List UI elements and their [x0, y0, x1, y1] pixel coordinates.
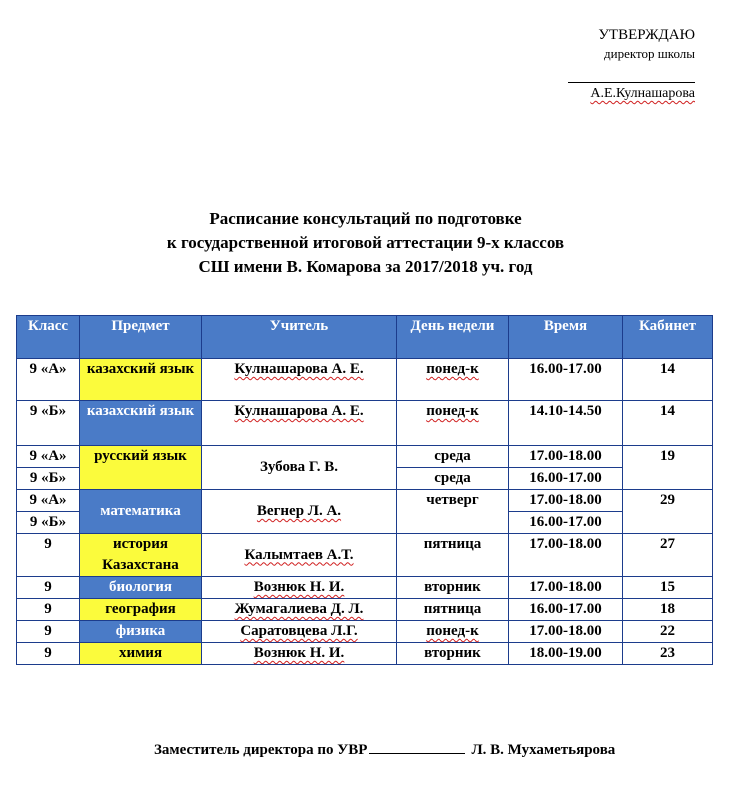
cell-teacher: Кулнашарова А. Е. [202, 359, 397, 401]
cell-room: 19 [623, 446, 713, 490]
cell-room: 27 [623, 534, 713, 577]
footer-signature-line [369, 753, 465, 754]
cell-time: 18.00-19.00 [509, 643, 623, 665]
table-row [17, 401, 713, 446]
schedule-table [16, 315, 713, 665]
footer-signature [154, 742, 615, 759]
cell-room: 29 [623, 490, 713, 534]
cell-day: вторник [397, 643, 509, 665]
cell-time: 14.10-14.50 [509, 401, 623, 446]
cell-class: 9 [17, 643, 80, 665]
title-line-1: Расписание консультаций по подготовке [209, 209, 522, 228]
document-title [0, 207, 731, 279]
cell-subject: биология [80, 577, 202, 599]
cell-day: вторник [397, 577, 509, 599]
cell-class: 9 «А» [17, 446, 80, 468]
table-row [17, 621, 713, 643]
table-row [17, 359, 713, 401]
cell-room: 18 [623, 599, 713, 621]
table-row [17, 446, 713, 468]
table-row [17, 490, 713, 512]
cell-time: 17.00-18.00 [509, 621, 623, 643]
cell-room: 14 [623, 359, 713, 401]
cell-teacher: Зубова Г. В. [202, 446, 397, 490]
table-row [17, 577, 713, 599]
approval-name: А.Е.Кулнашарова [590, 86, 695, 101]
cell-subject: физика [80, 621, 202, 643]
cell-room: 23 [623, 643, 713, 665]
cell-teacher: Калымтаев А.Т. [202, 534, 397, 577]
cell-class: 9 [17, 599, 80, 621]
cell-subject: химия [80, 643, 202, 665]
header-day: День недели [397, 316, 509, 359]
header-room: Кабинет [623, 316, 713, 359]
cell-day: понед-к [397, 401, 509, 446]
cell-subject: русский язык [80, 446, 202, 490]
cell-class: 9 [17, 577, 80, 599]
footer-name: Л. В. Мухаметьярова [471, 742, 616, 758]
table-header-row [17, 316, 713, 359]
cell-time: 16.00-17.00 [509, 599, 623, 621]
cell-subject: математика [80, 490, 202, 534]
cell-class: 9 «Б» [17, 512, 80, 534]
cell-day: понед-к [397, 621, 509, 643]
approval-block [568, 26, 695, 103]
cell-time: 17.00-18.00 [509, 446, 623, 468]
header-teacher: Учитель [202, 316, 397, 359]
table-row [17, 599, 713, 621]
header-time: Время [509, 316, 623, 359]
cell-room: 22 [623, 621, 713, 643]
cell-subject: история Казахстана [80, 534, 202, 577]
cell-day: пятница [397, 534, 509, 577]
cell-subject: казахский язык [80, 401, 202, 446]
header-class: Класс [17, 316, 80, 359]
footer-label: Заместитель директора по УВР [154, 742, 368, 758]
cell-teacher: Кулнашарова А. Е. [202, 401, 397, 446]
table-row [17, 534, 713, 577]
cell-teacher: Вознюк Н. И. [202, 643, 397, 665]
cell-teacher: Саратовцева Л.Г. [202, 621, 397, 643]
cell-class: 9 «А» [17, 490, 80, 512]
cell-class: 9 «Б» [17, 401, 80, 446]
cell-room: 15 [623, 577, 713, 599]
cell-time: 16.00-17.00 [509, 359, 623, 401]
title-line-2: к государственной итоговой аттестации 9-х классов [166, 233, 565, 252]
title-line-3: СШ имени В. Комарова за 2017/2018 уч. год [198, 257, 533, 276]
cell-day: понед-к [397, 359, 509, 401]
cell-time: 17.00-18.00 [509, 577, 623, 599]
cell-subject: география [80, 599, 202, 621]
cell-time: 16.00-17.00 [509, 468, 623, 490]
cell-class: 9 «А» [17, 359, 80, 401]
cell-time: 17.00-18.00 [509, 490, 623, 512]
cell-day: пятница [397, 599, 509, 621]
table-row [17, 643, 713, 665]
cell-teacher: Жумагалиева Д. Л. [202, 599, 397, 621]
approval-position: директор школы [604, 46, 695, 61]
approval-heading: УТВЕРЖДАЮ [598, 27, 695, 43]
cell-time: 16.00-17.00 [509, 512, 623, 534]
header-subject: Предмет [80, 316, 202, 359]
cell-day: среда [397, 468, 509, 490]
cell-teacher: Вегнер Л. А. [202, 490, 397, 534]
signature-line [568, 72, 695, 83]
cell-day: среда [397, 446, 509, 468]
cell-class: 9 [17, 534, 80, 577]
cell-subject: казахский язык [80, 359, 202, 401]
cell-class: 9 [17, 621, 80, 643]
cell-day: четверг [397, 490, 509, 534]
cell-time: 17.00-18.00 [509, 534, 623, 577]
cell-room: 14 [623, 401, 713, 446]
cell-teacher: Вознюк Н. И. [202, 577, 397, 599]
cell-class: 9 «Б» [17, 468, 80, 490]
